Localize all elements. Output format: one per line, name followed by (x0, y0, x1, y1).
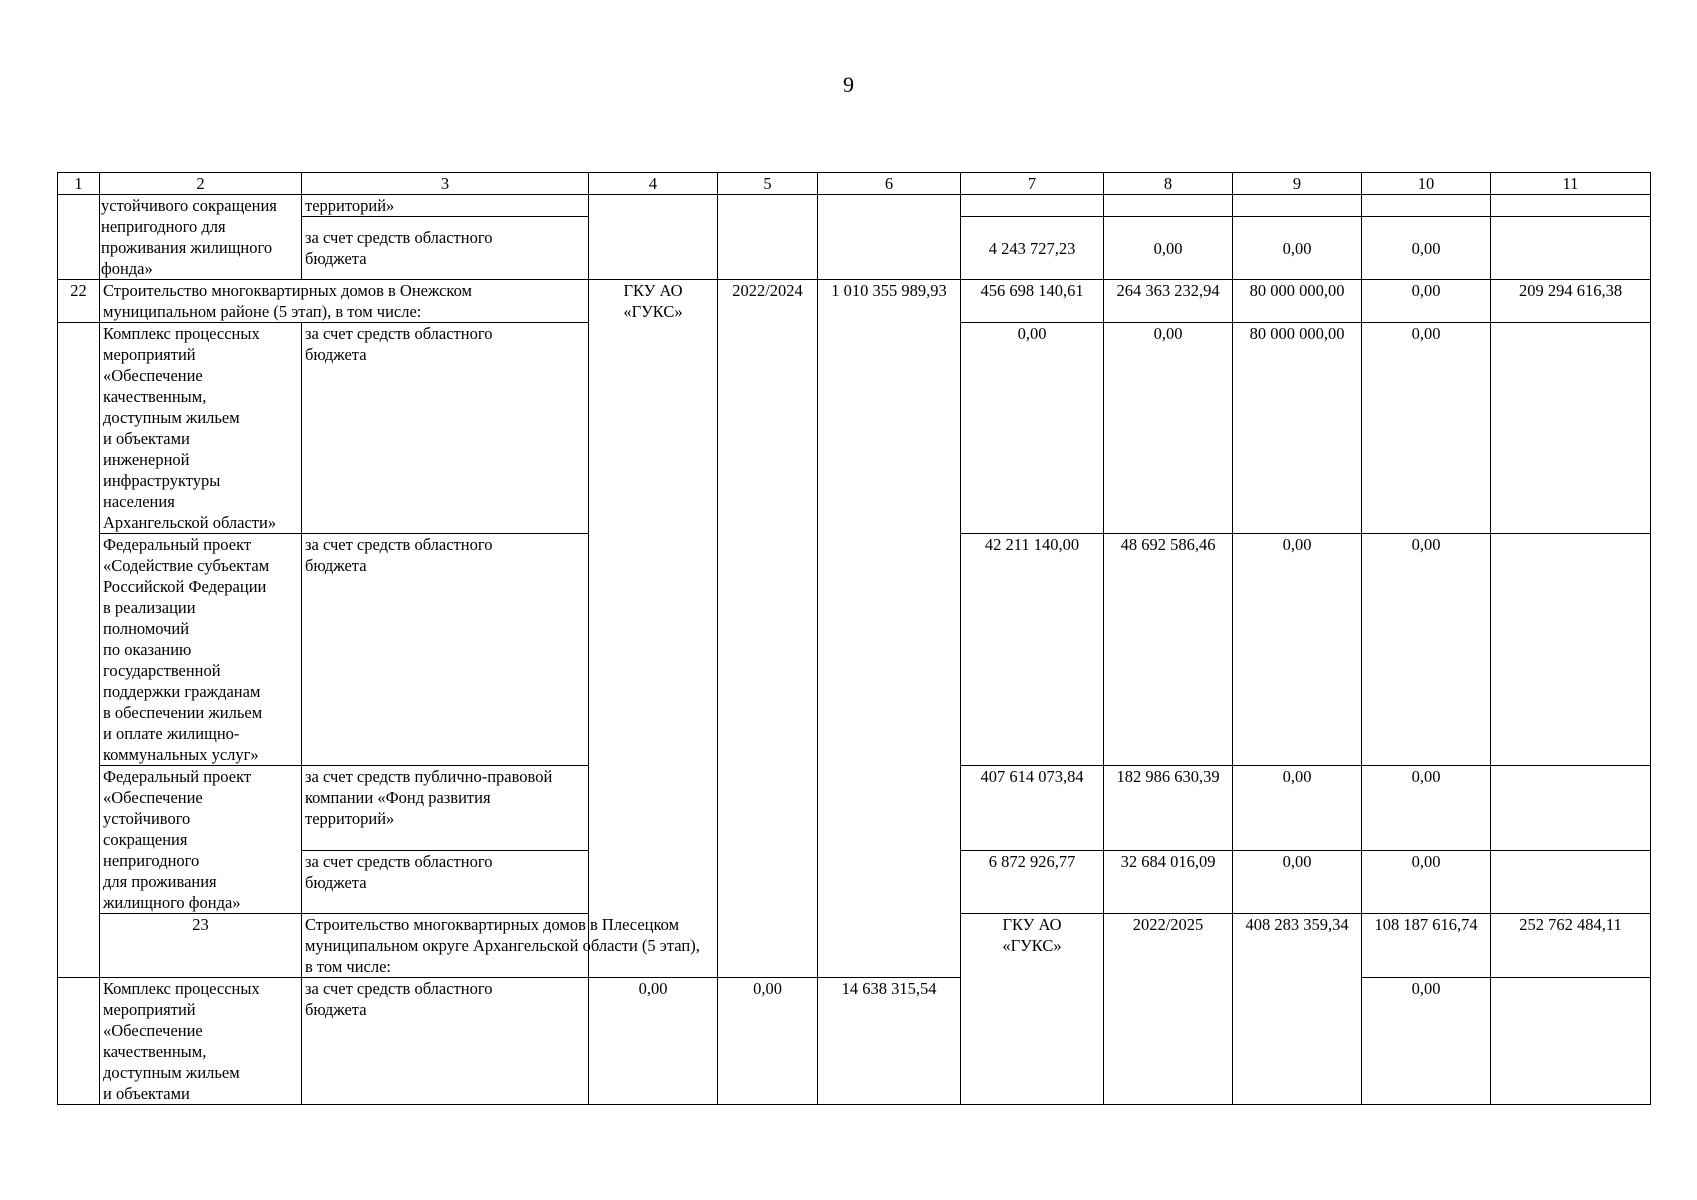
amount-cell: 0,00 (1362, 978, 1491, 1105)
budget-table (57, 172, 1651, 1105)
total-cost-cell (818, 195, 961, 280)
amount-cell: 0,00 (1362, 217, 1491, 280)
item-title-cell: Строительство многоквартирных домов в Плесецком муниципальном округе Архангельской области (5 этап), в том числе: (302, 914, 718, 978)
amount-cell: 182 986 630,39 (1104, 766, 1233, 851)
executor-cell (589, 195, 718, 280)
executor-cell: ГКУ АО «ГУКС» (589, 280, 718, 978)
column-header: 4 (589, 173, 718, 195)
amount-cell: 407 614 073,84 (961, 766, 1104, 851)
amount-cell (1491, 534, 1651, 766)
funding-source-cell: за счет средств областного бюджета (302, 851, 589, 914)
amount-cell: 264 363 232,94 (1104, 280, 1233, 323)
column-header: 2 (100, 173, 302, 195)
amount-cell (1491, 978, 1651, 1105)
funding-source-cell: за счет средств публично-правовой компании «Фонд развития территорий» (302, 766, 589, 851)
row-number-cell: 22 (58, 280, 100, 323)
item-name-cell: Комплекс процессных мероприятий «Обеспечение качественным, доступным жильем и объектами инженерной инфраструктуры населения Архангельской области» (100, 323, 302, 534)
amount-cell (1491, 766, 1651, 851)
table-row (58, 280, 1651, 323)
amount-cell: 456 698 140,61 (961, 280, 1104, 323)
amount-cell (1104, 195, 1233, 217)
amount-cell: 0,00 (1233, 766, 1362, 851)
amount-cell: 252 762 484,11 (1491, 914, 1651, 978)
item-name-cell: Федеральный проект «Обеспечение устойчивого сокращения непригодного для проживания жилищного фонда» (100, 766, 302, 914)
amount-cell (1491, 851, 1651, 914)
column-header: 6 (818, 173, 961, 195)
amount-cell: 0,00 (1362, 851, 1491, 914)
table-row (58, 195, 1651, 217)
table-row (58, 978, 1651, 1105)
amount-cell: 32 684 016,09 (1104, 851, 1233, 914)
column-header: 1 (58, 173, 100, 195)
amount-cell: 0,00 (1104, 323, 1233, 534)
amount-cell: 0,00 (1362, 534, 1491, 766)
item-name-cell: устойчивого сокращения непригодного для проживания жилищного фонда» (100, 195, 302, 280)
amount-cell (1362, 195, 1491, 217)
column-header: 10 (1362, 173, 1491, 195)
amount-cell (1491, 217, 1651, 280)
column-header: 7 (961, 173, 1104, 195)
amount-cell: 0,00 (1233, 851, 1362, 914)
row-number-cell (58, 195, 100, 280)
amount-cell: 0,00 (1362, 766, 1491, 851)
period-cell: 2022/2025 (1104, 914, 1233, 1105)
column-header: 11 (1491, 173, 1651, 195)
item-name-cell: Комплекс процессных мероприятий «Обеспечение качественным, доступным жильем и объектами (100, 978, 302, 1105)
amount-cell (961, 195, 1104, 217)
amount-cell (1491, 323, 1651, 534)
column-header: 5 (718, 173, 818, 195)
amount-cell: 0,00 (1233, 217, 1362, 280)
amount-cell: 0,00 (718, 978, 818, 1105)
column-header: 9 (1233, 173, 1362, 195)
amount-cell: 0,00 (1362, 323, 1491, 534)
total-cost-cell: 408 283 359,34 (1233, 914, 1362, 1105)
item-name-cell: Федеральный проект «Содействие субъектам Российской Федерации в реализации полномочий по оказанию государственной поддержки гражданам в обеспечении жильем и оплате жилищно- коммунальных услуг» (100, 534, 302, 766)
column-header: 8 (1104, 173, 1233, 195)
funding-source-cell: за счет средств областного бюджета (302, 217, 589, 280)
amount-cell: 4 243 727,23 (961, 217, 1104, 280)
executor-cell: ГКУ АО «ГУКС» (961, 914, 1104, 1105)
column-header: 3 (302, 173, 589, 195)
amount-cell (1491, 195, 1651, 217)
row-number-cell (58, 978, 100, 1105)
amount-cell: 108 187 616,74 (1362, 914, 1491, 978)
funding-source-cell: за счет средств областного бюджета (302, 534, 589, 766)
amount-cell: 209 294 616,38 (1491, 280, 1651, 323)
funding-source-cell: за счет средств областного бюджета (302, 978, 589, 1105)
amount-cell: 0,00 (1233, 534, 1362, 766)
amount-cell: 6 872 926,77 (961, 851, 1104, 914)
amount-cell: 0,00 (589, 978, 718, 1105)
page-number: 9 (843, 72, 854, 97)
item-title-cell: Строительство многоквартирных домов в Онежском муниципальном районе (5 этап), в том числе: (100, 280, 589, 323)
amount-cell: 80 000 000,00 (1233, 323, 1362, 534)
amount-cell: 80 000 000,00 (1233, 280, 1362, 323)
amount-cell: 0,00 (1104, 217, 1233, 280)
row-number-cell (58, 323, 100, 978)
amount-cell (1233, 195, 1362, 217)
row-number-cell: 23 (100, 914, 302, 978)
total-cost-cell: 1 010 355 989,93 (818, 280, 961, 978)
column-header-row (58, 173, 1651, 195)
funding-source-cell: территорий» (302, 195, 589, 217)
amount-cell: 14 638 315,54 (818, 978, 961, 1105)
funding-source-cell: за счет средств областного бюджета (302, 323, 589, 534)
amount-cell: 0,00 (1362, 280, 1491, 323)
period-cell (718, 195, 818, 280)
amount-cell: 42 211 140,00 (961, 534, 1104, 766)
period-cell: 2022/2024 (718, 280, 818, 978)
amount-cell: 48 692 586,46 (1104, 534, 1233, 766)
amount-cell: 0,00 (961, 323, 1104, 534)
